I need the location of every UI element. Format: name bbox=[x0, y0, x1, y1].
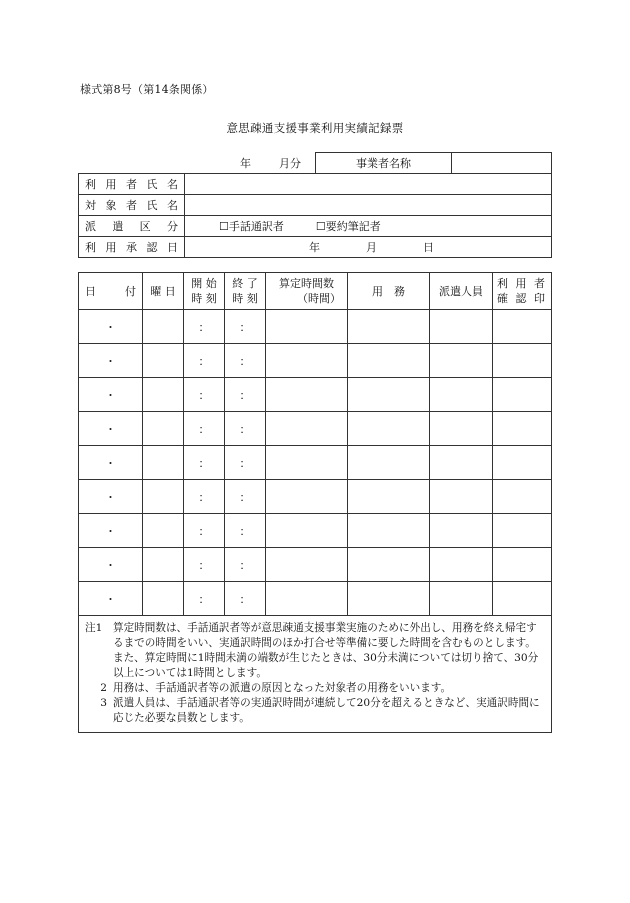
user-confirm-cell[interactable] bbox=[493, 344, 552, 378]
standard-time-cell[interactable] bbox=[266, 514, 348, 548]
approval-year: 年 bbox=[309, 241, 320, 254]
interpreters-cell[interactable] bbox=[430, 582, 493, 616]
duty-cell[interactable] bbox=[348, 378, 430, 412]
duty-cell[interactable] bbox=[348, 412, 430, 446]
notes-cell bbox=[79, 616, 552, 733]
standard-time-cell[interactable] bbox=[266, 548, 348, 582]
approval-date-label bbox=[79, 237, 185, 258]
label-char: 利 bbox=[85, 178, 96, 191]
label-char: 認 bbox=[146, 241, 158, 254]
note-1: 注1 算定時間数は、手話通訳者等が意思疎通支援事業実施のために外出し、用務を終え帰宅するまでの時間をいい、実通訳時間のほか打合せ等準備に要した時間を含むものとします。また、算定時間に1時間未満の端数が生じたときは、30分未満については切り捨て、30分以上については1時間とします。 bbox=[85, 622, 539, 679]
label-char: 承 bbox=[126, 241, 137, 254]
start-time-cell[interactable]: ： bbox=[184, 412, 225, 446]
document-title: 意思疎通支援事業利用実績記録票 bbox=[226, 121, 404, 135]
label-char: 派 bbox=[85, 220, 96, 233]
standard-time-cell[interactable] bbox=[266, 310, 348, 344]
standard-time-cell[interactable] bbox=[266, 446, 348, 480]
end-time-cell[interactable]: ： bbox=[225, 310, 266, 344]
standard-time-cell[interactable] bbox=[266, 582, 348, 616]
label-char: 日 bbox=[167, 241, 178, 254]
date-cell[interactable]: ・ bbox=[79, 548, 143, 582]
duty-cell[interactable] bbox=[348, 514, 430, 548]
end-time-cell[interactable]: ： bbox=[225, 344, 266, 378]
start-time-cell[interactable]: ： bbox=[184, 582, 225, 616]
dispatch-type-label bbox=[79, 216, 185, 237]
record-row bbox=[79, 548, 552, 582]
label-char: 利 bbox=[85, 241, 96, 254]
end-time-cell[interactable]: ： bbox=[225, 582, 266, 616]
form-reference: 様式第8号（第14条関係） bbox=[80, 83, 214, 96]
month-label: 月分 bbox=[279, 156, 302, 170]
start-time-cell[interactable]: ： bbox=[184, 310, 225, 344]
duty-cell[interactable] bbox=[348, 582, 430, 616]
label-char: 氏 bbox=[146, 199, 158, 212]
col-date: 日 付 bbox=[79, 273, 143, 310]
label-char: 用 bbox=[105, 241, 117, 254]
label-char: 氏 bbox=[146, 178, 158, 191]
weekday-cell[interactable] bbox=[143, 582, 184, 616]
approval-day: 日 bbox=[423, 241, 434, 254]
label-char: 分 bbox=[166, 220, 178, 233]
weekday-cell[interactable] bbox=[143, 412, 184, 446]
dispatch-type-options bbox=[185, 216, 552, 237]
user-confirm-cell[interactable] bbox=[493, 412, 552, 446]
weekday-cell[interactable] bbox=[143, 480, 184, 514]
standard-time-cell[interactable] bbox=[266, 480, 348, 514]
start-time-cell[interactable]: ： bbox=[184, 378, 225, 412]
label-char: 区 bbox=[139, 220, 151, 233]
record-row bbox=[79, 480, 552, 514]
col-weekday: 曜 日 bbox=[143, 273, 184, 310]
record-row bbox=[79, 446, 552, 480]
col-end-time: 終 了 時 刻 bbox=[225, 273, 266, 310]
interpreters-cell[interactable] bbox=[430, 310, 493, 344]
record-row bbox=[79, 378, 552, 412]
interpreters-cell[interactable] bbox=[430, 412, 493, 446]
user-confirm-cell[interactable] bbox=[493, 378, 552, 412]
col-user-confirm: 利 用 者 確 認 印 bbox=[493, 273, 552, 310]
approval-date-field[interactable] bbox=[185, 237, 552, 258]
record-row bbox=[79, 412, 552, 446]
start-time-cell[interactable]: ： bbox=[184, 446, 225, 480]
label-char: 象 bbox=[105, 199, 117, 212]
col-duty: 用 務 bbox=[348, 273, 430, 310]
interpreters-cell[interactable] bbox=[430, 446, 493, 480]
report-period bbox=[79, 153, 316, 174]
date-cell[interactable]: ・ bbox=[79, 514, 143, 548]
record-row bbox=[79, 310, 552, 344]
label-char: 用 bbox=[105, 178, 117, 191]
user-confirm-cell[interactable] bbox=[493, 446, 552, 480]
label-char: 者 bbox=[126, 199, 137, 212]
record-header-row bbox=[79, 273, 552, 310]
end-time-cell[interactable]: ： bbox=[225, 514, 266, 548]
provider-name-label: 事業者名称 bbox=[316, 153, 452, 174]
target-name-field[interactable] bbox=[185, 195, 552, 216]
weekday-cell[interactable] bbox=[143, 514, 184, 548]
option-sign-interpreter[interactable]: ☐手話通訳者 bbox=[219, 220, 284, 233]
interpreters-cell[interactable] bbox=[430, 378, 493, 412]
duty-cell[interactable] bbox=[348, 480, 430, 514]
label-char: 遣 bbox=[112, 220, 124, 233]
end-time-cell[interactable]: ： bbox=[225, 446, 266, 480]
standard-time-cell[interactable] bbox=[266, 378, 348, 412]
record-row bbox=[79, 344, 552, 378]
date-cell[interactable]: ・ bbox=[79, 412, 143, 446]
duty-cell[interactable] bbox=[348, 310, 430, 344]
end-time-cell[interactable]: ： bbox=[225, 548, 266, 582]
record-row bbox=[79, 582, 552, 616]
label-char: 対 bbox=[85, 199, 96, 212]
record-row bbox=[79, 514, 552, 548]
note-3: 3 派遣人員は、手話通訳者等の実通訳時間が連続して20分を超えるときなど、実通訳時間に応じた必要な員数とします。 bbox=[100, 697, 540, 724]
user-confirm-cell[interactable] bbox=[493, 582, 552, 616]
record-table bbox=[78, 272, 552, 733]
label-char: 名 bbox=[167, 199, 178, 212]
interpreters-cell[interactable] bbox=[430, 548, 493, 582]
approval-month: 月 bbox=[366, 241, 377, 254]
col-start-time: 開 始 時 刻 bbox=[184, 273, 225, 310]
year-label: 年 bbox=[240, 156, 252, 170]
date-cell[interactable]: ・ bbox=[79, 378, 143, 412]
weekday-cell[interactable] bbox=[143, 548, 184, 582]
user-name-label bbox=[79, 174, 185, 195]
date-cell[interactable]: ・ bbox=[79, 310, 143, 344]
user-confirm-cell[interactable] bbox=[493, 548, 552, 582]
col-standard-time: 算定時間数 （時間） bbox=[266, 273, 348, 310]
user-confirm-cell[interactable] bbox=[493, 480, 552, 514]
date-cell[interactable]: ・ bbox=[79, 480, 143, 514]
label-char: 名 bbox=[167, 178, 178, 191]
provider-name-field[interactable] bbox=[452, 153, 552, 174]
interpreters-cell[interactable] bbox=[430, 344, 493, 378]
end-time-cell[interactable]: ： bbox=[225, 378, 266, 412]
standard-time-cell[interactable] bbox=[266, 344, 348, 378]
start-time-cell[interactable]: ： bbox=[184, 548, 225, 582]
start-time-cell[interactable]: ： bbox=[184, 344, 225, 378]
date-cell[interactable]: ・ bbox=[79, 582, 143, 616]
interpreters-cell[interactable] bbox=[430, 480, 493, 514]
user-confirm-cell[interactable] bbox=[493, 310, 552, 344]
col-interpreters: 派遣人員 bbox=[430, 273, 493, 310]
date-cell[interactable]: ・ bbox=[79, 446, 143, 480]
user-name-field[interactable] bbox=[185, 174, 552, 195]
notes-row bbox=[79, 616, 552, 733]
date-cell[interactable]: ・ bbox=[79, 344, 143, 378]
weekday-cell[interactable] bbox=[143, 310, 184, 344]
end-time-cell[interactable]: ： bbox=[225, 480, 266, 514]
weekday-cell[interactable] bbox=[143, 344, 184, 378]
start-time-cell[interactable]: ： bbox=[184, 514, 225, 548]
weekday-cell[interactable] bbox=[143, 446, 184, 480]
end-time-cell[interactable]: ： bbox=[225, 412, 266, 446]
duty-cell[interactable] bbox=[348, 548, 430, 582]
label-char: 者 bbox=[126, 178, 137, 191]
standard-time-cell[interactable] bbox=[266, 412, 348, 446]
duty-cell[interactable] bbox=[348, 446, 430, 480]
note-2: 2 用務は、手話通訳者等の派遣の原因となった対象者の用務をいいます。 bbox=[100, 682, 452, 694]
user-confirm-cell[interactable] bbox=[493, 514, 552, 548]
duty-cell[interactable] bbox=[348, 344, 430, 378]
start-time-cell[interactable]: ： bbox=[184, 480, 225, 514]
target-name-label bbox=[79, 195, 185, 216]
header-info-table bbox=[78, 152, 552, 258]
interpreters-cell[interactable] bbox=[430, 514, 493, 548]
option-summary-writer[interactable]: ☐要約筆記者 bbox=[315, 220, 381, 233]
weekday-cell[interactable] bbox=[143, 378, 184, 412]
